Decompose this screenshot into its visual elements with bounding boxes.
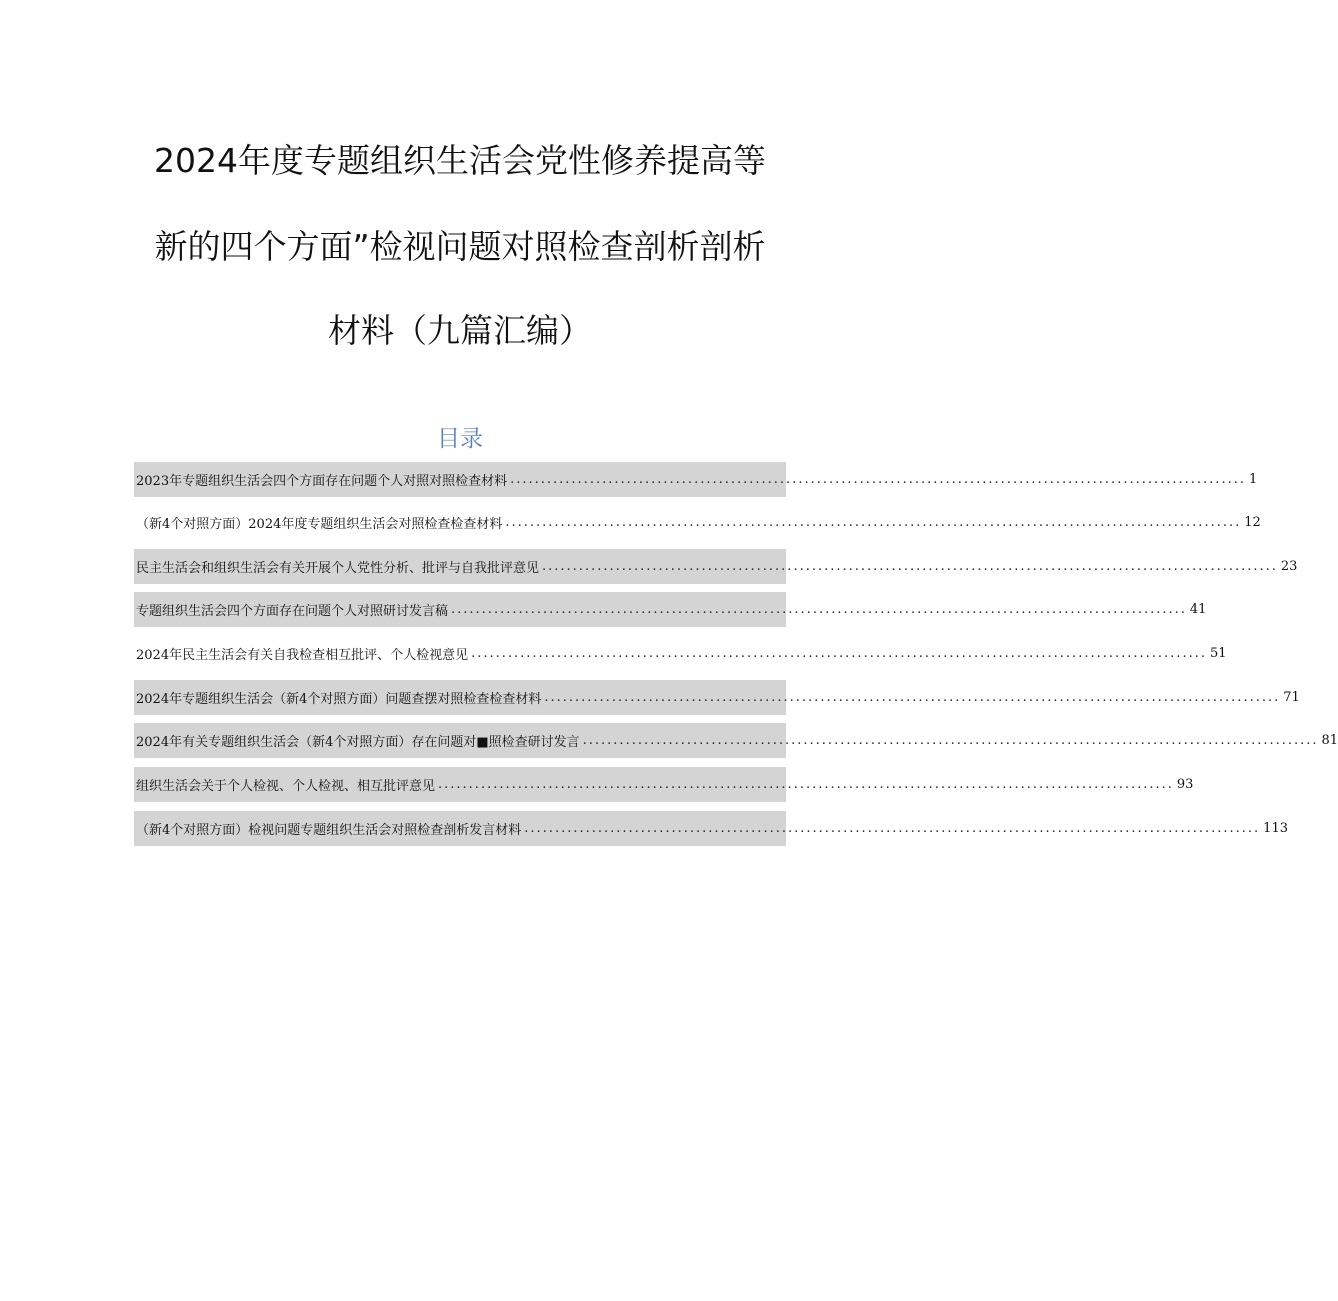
- toc-dot-leader: ........................................................................................................................: [451, 602, 1187, 617]
- toc-entry-title: （新4个对照方面）2024年度专题组织生活会对照检查检查材料: [136, 517, 503, 532]
- toc-entry-page-number: 71: [1283, 690, 1300, 705]
- toc-entry-page-number: 41: [1189, 602, 1207, 617]
- toc-entry-title: 专题组织生活会四个方面存在问题个人对照研讨发言稿: [136, 604, 449, 619]
- toc-entry-title: （新4个对照方面）检视问题专题组织生活会对照检查剖析发言材料: [136, 823, 522, 838]
- toc-entry-page-number: 12: [1244, 515, 1261, 530]
- toc-entry-title: 2024年专题组织生活会（新4个对照方面）问题查摆对照检查检查材料: [136, 692, 542, 707]
- toc-dot-leader: ........................................................................................................................: [542, 559, 1278, 574]
- toc-entry-title: 民主生活会和组织生活会有关开展个人党性分析、批评与自我批评意见: [136, 561, 540, 576]
- toc-entry-page-number: 81: [1321, 733, 1338, 748]
- toc-dot-leader: ........................................................................................................................: [505, 515, 1242, 530]
- toc-heading: 目录: [437, 426, 483, 452]
- toc-entry-page-number: 23: [1280, 559, 1298, 574]
- toc-entry[interactable]: [134, 592, 1207, 627]
- toc-entry-page-number: 93: [1176, 777, 1194, 792]
- toc-dot-leader: ........................................................................................................................: [582, 733, 1319, 748]
- toc-entry[interactable]: [134, 505, 1261, 540]
- toc-dot-leader: ........................................................................................................................: [524, 821, 1261, 836]
- toc-entry[interactable]: [134, 549, 1298, 584]
- toc-entry[interactable]: [134, 767, 1194, 802]
- toc-entry-page-number: 1: [1248, 472, 1258, 487]
- toc-entry-title: 组织生活会关于个人检视、个人检视、相互批评意见: [136, 779, 436, 794]
- toc-entry-title: 2024年有关专题组织生活会（新4个对照方面）存在问题对■照检查研讨发言: [136, 735, 580, 750]
- toc-entry-page-number: 113: [1263, 821, 1288, 836]
- toc-entry[interactable]: [134, 723, 1338, 758]
- toc-dot-leader: ........................................................................................................................: [471, 646, 1207, 661]
- toc-entry[interactable]: [134, 636, 1227, 671]
- title-line-1: 2024年度专题组织生活会党性修养提高等: [154, 141, 766, 180]
- toc-dot-leader: ........................................................................................................................: [544, 690, 1281, 705]
- toc-entry[interactable]: [134, 462, 1258, 497]
- toc-entry-title: 2024年民主生活会有关自我检查相互批评、个人检视意见: [136, 648, 469, 663]
- toc-entry[interactable]: [134, 680, 1300, 715]
- toc-dot-leader: ........................................................................................................................: [510, 472, 1246, 487]
- title-line-3: 材料（九篇汇编）: [328, 311, 592, 350]
- title-line-2: 新的四个方面”检视问题对照检查剖析剖析: [154, 227, 766, 266]
- toc-entry[interactable]: [134, 811, 1288, 846]
- toc-dot-leader: ........................................................................................................................: [438, 777, 1174, 792]
- toc-entry-title: 2023年专题组织生活会四个方面存在问题个人对照对照检查材料: [136, 474, 508, 489]
- toc-entry-page-number: 51: [1209, 646, 1227, 661]
